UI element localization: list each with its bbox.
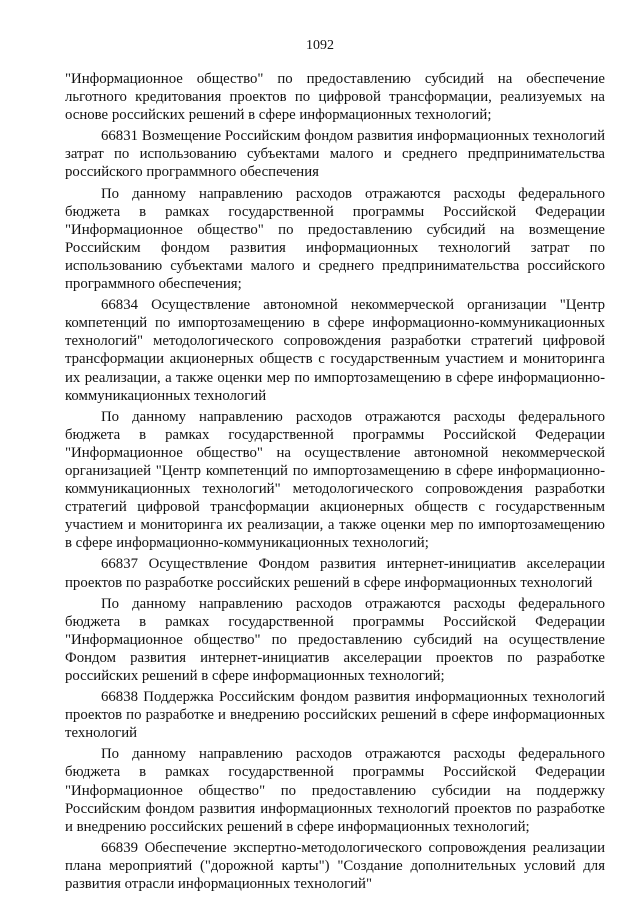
page-number: 1092 [306, 38, 334, 53]
paragraph-code-66839: 66839 Обеспечение экспертно-методологического сопровождения реализации плана мероприятий ("дорожной карты") "Создание дополнительных условий для развития отрасли информационных технологий" [65, 839, 605, 893]
paragraph-description: По данному направлению расходов отражаются расходы федерального бюджета в рамках государственной программы Российской Федерации "Информационное общество" на осуществление автономной некоммерческой организацией "Центр компетенций по импортозамещению в сфере информационно-коммуникационных технологий" методологического сопровождения разработки стратегий цифровой трансформации акционерных обществ с государственным участием и мониторинга их реализации, а также оценки мер по импортозамещению в сфере информационно-коммуникационных технологий; [65, 408, 605, 552]
paragraph-description: По данному направлению расходов отражаются расходы федерального бюджета в рамках государственной программы Российской Федерации "Информационное общество" по предоставлению субсидий на возмещение Российским фондом развития информационных технологий затрат по использованию субъектами малого и среднего предпринимательства российского программного обеспечения; [65, 185, 605, 293]
paragraph-description: По данному направлению расходов отражаются расходы федерального бюджета в рамках государственной программы Российской Федерации "Информационное общество" по предоставлению субсидий на осуществление Фондом развития интернет-инициатив акселерации проектов по разработке российских решений в сфере информационных технологий; [65, 595, 605, 684]
paragraph-continuation: "Информационное общество" по предоставлению субсидий на обеспечение льготного кредитования проектов по цифровой трансформации, реализуемых на основе российских решений в сфере информационных технологий; [65, 71, 605, 124]
paragraph-description: По данному направлению расходов отражаются расходы федерального бюджета в рамках государственной программы Российской Федерации "Информационное общество" по предоставлению субсидии на поддержку Российским фондом развития информационных технологий проектов по разработке и внедрению российских решений в сфере информационных технологий; [65, 746, 605, 835]
document-body [65, 70, 605, 893]
paragraph-code-66837: 66837 Осуществление Фондом развития интернет-инициатив акселерации проектов по разработке российских решений в сфере информационных технологий [65, 556, 605, 591]
paragraph-code-66838: 66838 Поддержка Российским фондом развития информационных технологий проектов по разработке и внедрению российских решений в сфере информационных технологий [65, 689, 605, 742]
paragraph-code-66831: 66831 Возмещение Российским фондом развития информационных технологий затрат по использованию субъектами малого и среднего предпринимательства российского программного обеспечения [65, 128, 605, 181]
paragraph-code-66834: 66834 Осуществление автономной некоммерческой организации "Центр компетенций по импортозамещению в сфере информационно-коммуникационных технологий" методологического сопровождения разработки стратегий цифровой трансформации акционерных обществ с государственным участием и мониторинга их реализации, а также оценки мер по импортозамещению в сфере информационно-коммуникационных технологий [65, 297, 605, 404]
